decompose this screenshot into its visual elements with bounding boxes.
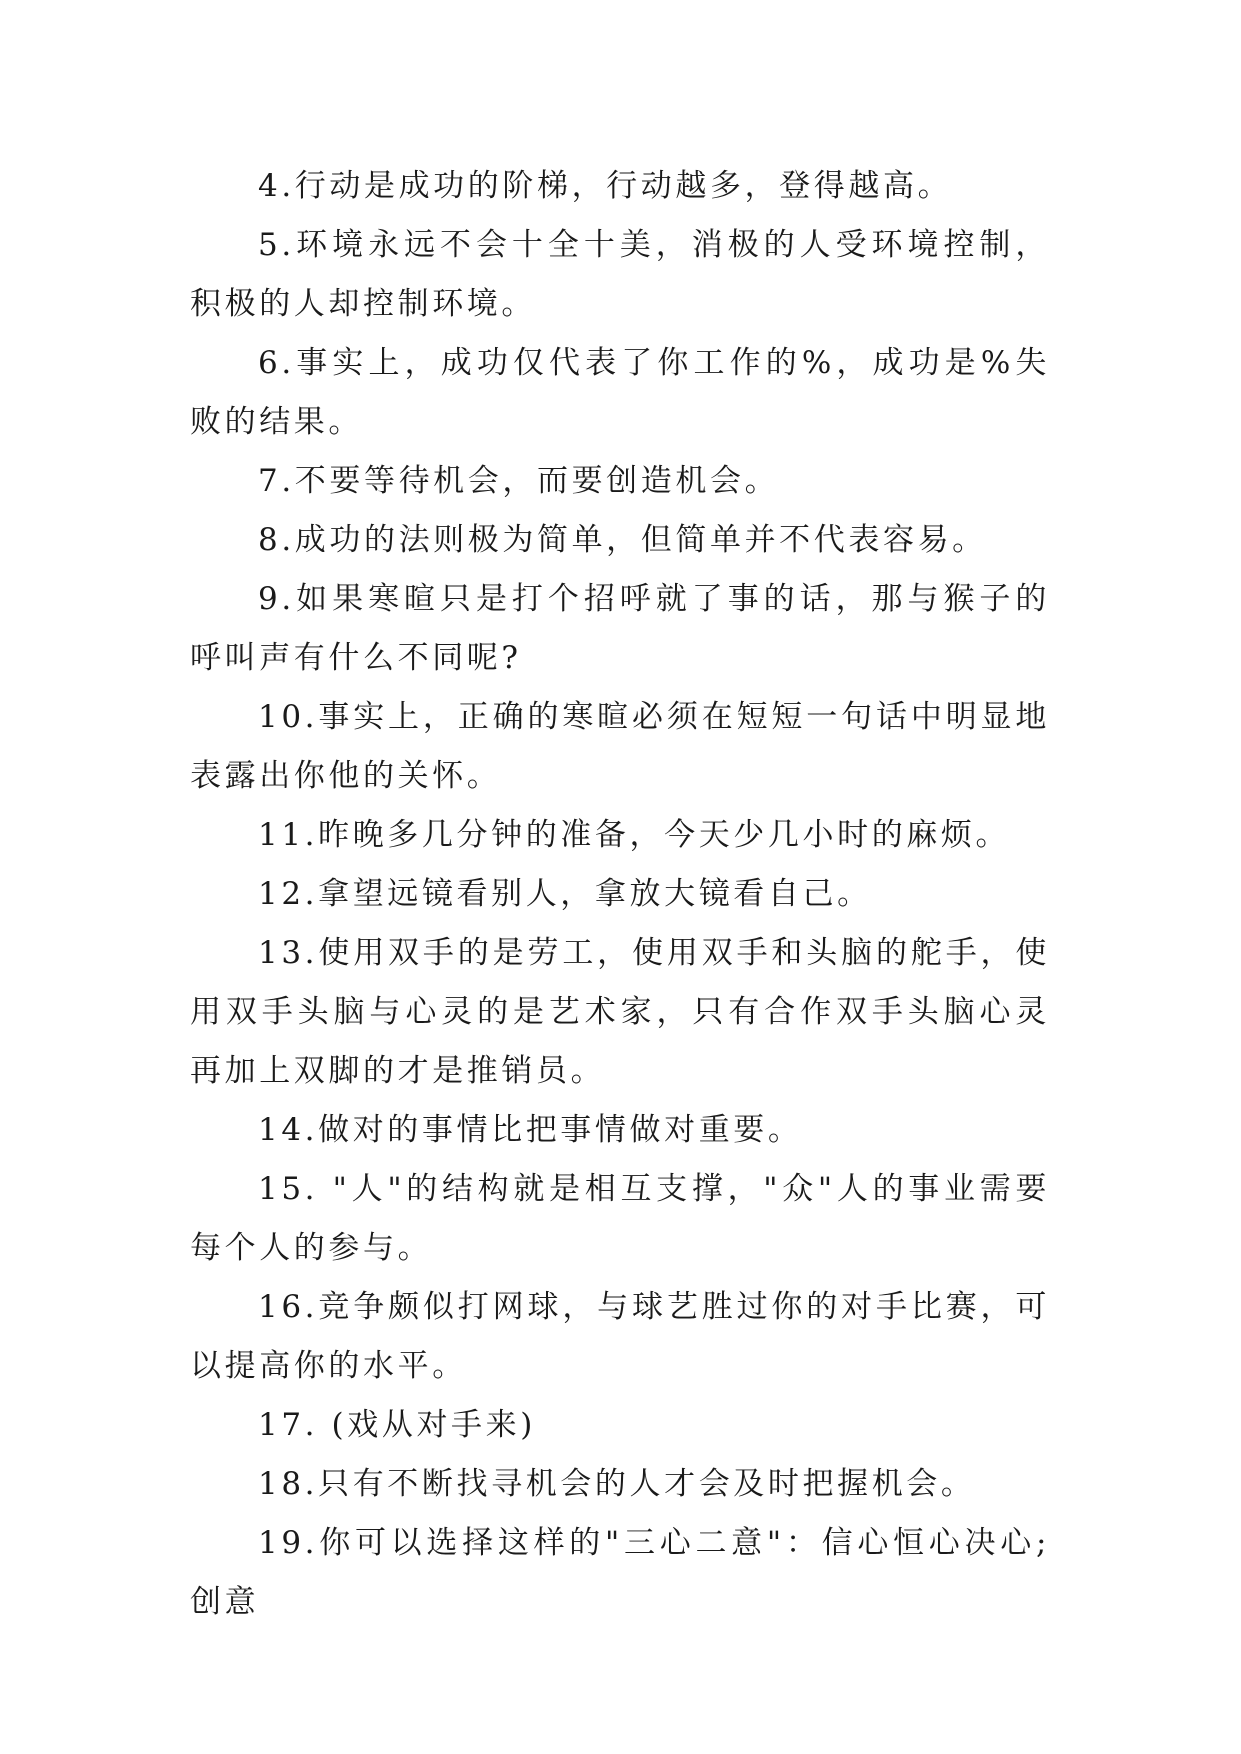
paragraph-item-8: 8.成功的法则极为简单，但简单并不代表容易。	[258, 522, 987, 558]
paragraph-item-5: 5.环境永远不会十全十美，消极的人受环境控制，积极的人却控制环境。	[190, 227, 1050, 322]
paragraph-item-17: 17. (戏从对手来)	[258, 1407, 536, 1443]
paragraph-item-11: 11.昨晚多几分钟的准备，今天少几小时的麻烦。	[258, 817, 1011, 853]
document-body	[190, 157, 1050, 1632]
paragraph-item-4: 4.行动是成功的阶梯，行动越多，登得越高。	[258, 168, 953, 204]
paragraph-item-15: 15. "人"的结构就是相互支撑，"众"人的事业需要每个人的参与。	[190, 1171, 1050, 1266]
paragraph-item-13: 13.使用双手的是劳工，使用双手和头脑的舵手，使用双手头脑与心灵的是艺术家，只有合作双手头脑心灵再加上双脚的才是推销员。	[190, 935, 1050, 1089]
paragraph-item-18: 18.只有不断找寻机会的人才会及时把握机会。	[258, 1466, 976, 1502]
paragraph-item-12: 12.拿望远镜看别人，拿放大镜看自己。	[258, 876, 872, 912]
paragraph-item-6: 6.事实上，成功仅代表了你工作的%，成功是%失败的结果。	[190, 345, 1050, 440]
paragraph-item-19: 19.你可以选择这样的"三心二意"：信心恒心决心;创意	[190, 1525, 1050, 1620]
paragraph-item-10: 10.事实上，正确的寒暄必须在短短一句话中明显地表露出你他的关怀。	[190, 699, 1050, 794]
paragraph-item-16: 16.竞争颇似打网球，与球艺胜过你的对手比赛，可以提高你的水平。	[190, 1289, 1050, 1384]
paragraph-item-9: 9.如果寒暄只是打个招呼就了事的话，那与猴子的呼叫声有什么不同呢?	[190, 581, 1050, 676]
paragraph-item-7: 7.不要等待机会，而要创造机会。	[258, 463, 780, 499]
paragraph-item-14: 14.做对的事情比把事情做对重要。	[258, 1112, 803, 1148]
